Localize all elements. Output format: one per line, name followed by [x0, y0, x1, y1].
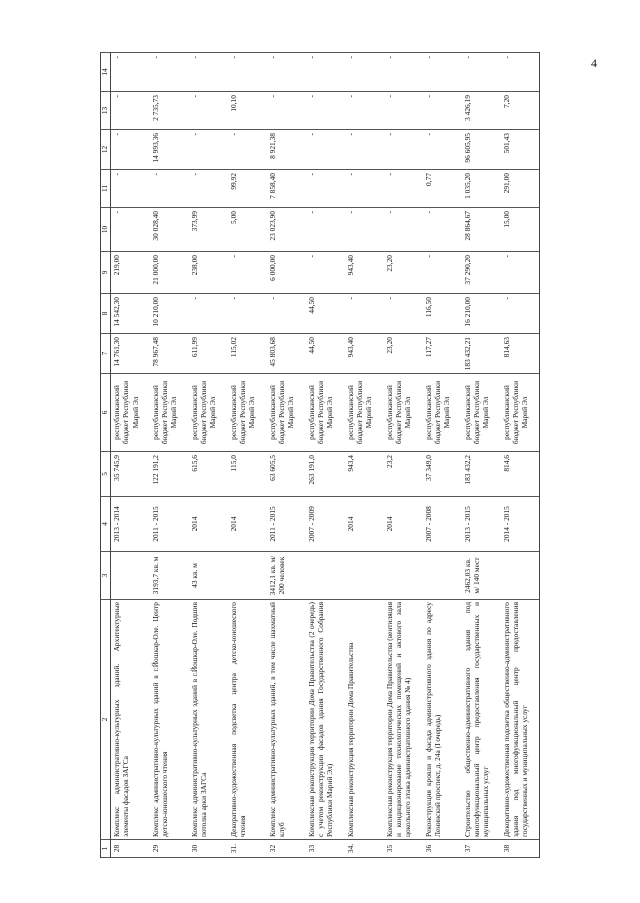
capacity [111, 552, 150, 600]
years: 2011 - 2015 [267, 497, 306, 552]
years: 2013 - 2014 [111, 497, 150, 552]
value-col-11: 0,77 [423, 170, 462, 208]
row-number: 37 [462, 840, 501, 858]
value-col-12: - [423, 130, 462, 170]
value-col-8: 16 210,00 [462, 294, 501, 334]
value-col-8: - [345, 294, 384, 334]
value-col-7: 23,20 [384, 334, 423, 374]
value-col-8: - [384, 294, 423, 334]
estimated-cost: 943,4 [345, 452, 384, 497]
value-col-11: 7 858,40 [267, 170, 306, 208]
estimated-cost: 122 191,2 [150, 452, 189, 497]
table-body [111, 53, 540, 858]
table-row [267, 53, 306, 858]
funding-source: республиканский бюджет Республики Марий Эл [267, 374, 306, 452]
value-col-9: - [306, 252, 345, 294]
row-number: 36 [423, 840, 462, 858]
row-number: 28 [111, 840, 150, 858]
column-header: 14 [101, 53, 111, 92]
budget-table [100, 52, 540, 858]
table-row [111, 53, 150, 858]
object-name: Комплекс административно-культурных зданий. Архитектурные элементы фасадов ЗАГСа [111, 600, 150, 840]
value-col-10: - [345, 208, 384, 252]
funding-source: республиканский бюджет Республики Марий Эл [189, 374, 228, 452]
value-col-8: - [228, 294, 267, 334]
object-name: Реконструкция кровли и фасада административного здания по адресу Ленинский проспект, д. 24а (I очередь) [423, 600, 462, 840]
object-name: Строительство общественно-административного здания под многофункциональный центр предоставления государственных и муниципальных услуг [462, 600, 501, 840]
table-row [501, 53, 540, 858]
value-col-13: 10,10 [228, 92, 267, 130]
funding-source: республиканский бюджет Республики Марий Эл [501, 374, 540, 452]
row-number: 35 [384, 840, 423, 858]
estimated-cost: 183 432,2 [462, 452, 501, 497]
estimated-cost: 615,6 [189, 452, 228, 497]
value-col-9: 23,20 [384, 252, 423, 294]
capacity [306, 552, 345, 600]
years: 2014 - 2015 [501, 497, 540, 552]
funding-source: республиканский бюджет Республики Марий Эл [228, 374, 267, 452]
value-col-7: 78 967,48 [150, 334, 189, 374]
value-col-8: 10 210,00 [150, 294, 189, 334]
value-col-11: - [306, 170, 345, 208]
value-col-11: - [150, 170, 189, 208]
value-col-14: - [111, 53, 150, 92]
years: 2013 - 2015 [462, 497, 501, 552]
column-header: 9 [101, 252, 111, 294]
value-col-9: 238,00 [189, 252, 228, 294]
value-col-7: 183 432,21 [462, 334, 501, 374]
column-header: 6 [101, 374, 111, 452]
funding-source: республиканский бюджет Республики Марий Эл [345, 374, 384, 452]
value-col-13: 2 735,73 [150, 92, 189, 130]
value-col-12: - [306, 130, 345, 170]
table-row [345, 53, 384, 858]
value-col-9: 6 000,00 [267, 252, 306, 294]
column-header: 12 [101, 130, 111, 170]
value-col-13: - [384, 92, 423, 130]
column-header: 10 [101, 208, 111, 252]
capacity [423, 552, 462, 600]
value-col-8: 14 542,30 [111, 294, 150, 334]
value-col-14: - [423, 53, 462, 92]
value-col-7: 45 803,68 [267, 334, 306, 374]
estimated-cost: 814,6 [501, 452, 540, 497]
value-col-10: 30 028,40 [150, 208, 189, 252]
years: 2014 [228, 497, 267, 552]
value-col-11: - [111, 170, 150, 208]
value-col-7: 814,63 [501, 334, 540, 374]
value-col-13: - [423, 92, 462, 130]
value-col-13: - [267, 92, 306, 130]
value-col-11: - [384, 170, 423, 208]
estimated-cost: 37 349,0 [423, 452, 462, 497]
value-col-9: 37 290,20 [462, 252, 501, 294]
row-number: 31. [228, 840, 267, 858]
value-col-11: - [189, 170, 228, 208]
value-col-14: - [345, 53, 384, 92]
estimated-cost: 35 745,9 [111, 452, 150, 497]
value-col-7: 14 761,30 [111, 334, 150, 374]
value-col-9: 21 000,00 [150, 252, 189, 294]
value-col-11: 291,00 [501, 170, 540, 208]
column-header: 1 [101, 840, 111, 858]
value-col-14: - [462, 53, 501, 92]
column-header: 7 [101, 334, 111, 374]
value-col-7: 611,99 [189, 334, 228, 374]
table-row [228, 53, 267, 858]
value-col-12: - [345, 130, 384, 170]
object-name: Комплексная реконструкция территории Дома Правительства (2 очередь) с учетом реконструкции фасадов здания Государственного Собрания Республики Марий Эл) [306, 600, 345, 840]
capacity [228, 552, 267, 600]
value-col-10: 23 023,90 [267, 208, 306, 252]
value-col-14: - [501, 53, 540, 92]
funding-source: республиканский бюджет Республики Марий Эл [111, 374, 150, 452]
capacity: 3412,1 кв. м/ 200 человек [267, 552, 306, 600]
value-col-8: - [189, 294, 228, 334]
value-col-8: 44,50 [306, 294, 345, 334]
value-col-10: - [384, 208, 423, 252]
estimated-cost: 263 191,0 [306, 452, 345, 497]
table-header-row [101, 53, 111, 858]
value-col-14: - [384, 53, 423, 92]
table-row [423, 53, 462, 858]
funding-source: республиканский бюджет Республики Марий Эл [150, 374, 189, 452]
value-col-12: - [189, 130, 228, 170]
value-col-12: - [228, 130, 267, 170]
row-number: 30 [189, 840, 228, 858]
value-col-14: - [150, 53, 189, 92]
estimated-cost: 63 605,5 [267, 452, 306, 497]
table-row [189, 53, 228, 858]
value-col-12: 96 605,95 [462, 130, 501, 170]
capacity: 43 кв. м [189, 552, 228, 600]
row-number: 29 [150, 840, 189, 858]
years: 2014 [345, 497, 384, 552]
object-name: Комплексная реконструкция территории Дома Правительства [345, 600, 384, 840]
table-row [150, 53, 189, 858]
value-col-9: 943,40 [345, 252, 384, 294]
value-col-14: - [189, 53, 228, 92]
value-col-11: 99,92 [228, 170, 267, 208]
value-col-13: - [345, 92, 384, 130]
value-col-12: 501,43 [501, 130, 540, 170]
object-name: Комплекс административно-культурных зданий, в том числе шахматный клуб [267, 600, 306, 840]
value-col-10: 5,00 [228, 208, 267, 252]
capacity [501, 552, 540, 600]
value-col-11: - [345, 170, 384, 208]
page-number: 4 [591, 56, 597, 70]
value-col-8: - [501, 294, 540, 334]
value-col-10: 28 864,67 [462, 208, 501, 252]
object-name: Декоративно-художественная подсветка общественно-административного здания под многофункциональный центр предоставления государственных и муниципальных услуг [501, 600, 540, 840]
estimated-cost: 115,0 [228, 452, 267, 497]
funding-source: республиканский бюджет Республики Марий Эл [306, 374, 345, 452]
value-col-9: - [423, 252, 462, 294]
years: 2007 - 2009 [306, 497, 345, 552]
value-col-7: 115,02 [228, 334, 267, 374]
years: 2014 [189, 497, 228, 552]
funding-source: республиканский бюджет Республики Марий Эл [423, 374, 462, 452]
value-col-8: - [267, 294, 306, 334]
table-row [306, 53, 345, 858]
value-col-10: 373,99 [189, 208, 228, 252]
object-name: Комплекс административно-культурных зданий в г.Йошкар-Оле. Центр детско-юношеского чтения [150, 600, 189, 840]
row-number: 33 [306, 840, 345, 858]
column-header: 4 [101, 497, 111, 552]
funding-source: республиканский бюджет Республики Марий Эл [384, 374, 423, 452]
value-col-8: 116,50 [423, 294, 462, 334]
row-number: 38 [501, 840, 540, 858]
value-col-9: 219,00 [111, 252, 150, 294]
value-col-14: - [228, 53, 267, 92]
row-number: 34. [345, 840, 384, 858]
object-name: Комплекс административно-культурных зданий в г.Йошкар-Оле. Подшив потолка арки ЗАГСа [189, 600, 228, 840]
value-col-9: - [228, 252, 267, 294]
capacity: 3193,7 кв. м [150, 552, 189, 600]
row-number: 32 [267, 840, 306, 858]
years: 2014 [384, 497, 423, 552]
column-header: 11 [101, 170, 111, 208]
value-col-14: - [267, 53, 306, 92]
value-col-10: 15,00 [501, 208, 540, 252]
value-col-10: - [423, 208, 462, 252]
value-col-10: - [306, 208, 345, 252]
value-col-7: 117,27 [423, 334, 462, 374]
capacity: 2462,03 кв. м/ 140 мест [462, 552, 501, 600]
value-col-7: 44,50 [306, 334, 345, 374]
value-col-13: - [189, 92, 228, 130]
value-col-12: - [111, 130, 150, 170]
value-col-10: - [111, 208, 150, 252]
capacity [384, 552, 423, 600]
value-col-7: 943,40 [345, 334, 384, 374]
column-header: 2 [101, 600, 111, 840]
funding-source: республиканский бюджет Республики Марий Эл [462, 374, 501, 452]
estimated-cost: 23,2 [384, 452, 423, 497]
rotated-table-container [100, 53, 620, 858]
value-col-13: 3 426,19 [462, 92, 501, 130]
years: 2011 - 2015 [150, 497, 189, 552]
value-col-13: 7,20 [501, 92, 540, 130]
value-col-11: 1 035,20 [462, 170, 501, 208]
capacity [345, 552, 384, 600]
object-name: Комплексная реконструкция территории Дома Правительства (вентиляция и кондиционирование технологических помещений и актового зала цокольного этажа административного здания № 4) [384, 600, 423, 840]
value-col-12: 8 921,38 [267, 130, 306, 170]
column-header: 5 [101, 452, 111, 497]
years: 2007 - 2008 [423, 497, 462, 552]
column-header: 8 [101, 294, 111, 334]
value-col-13: - [111, 92, 150, 130]
value-col-12: - [384, 130, 423, 170]
value-col-12: 14 993,36 [150, 130, 189, 170]
column-header: 3 [101, 552, 111, 600]
value-col-13: - [306, 92, 345, 130]
table-row [384, 53, 423, 858]
column-header: 13 [101, 92, 111, 130]
value-col-14: - [306, 53, 345, 92]
object-name: Декоративно-художественная подсветка центра детско-юношеского чтения [228, 600, 267, 840]
table-row [462, 53, 501, 858]
value-col-9: - [501, 252, 540, 294]
